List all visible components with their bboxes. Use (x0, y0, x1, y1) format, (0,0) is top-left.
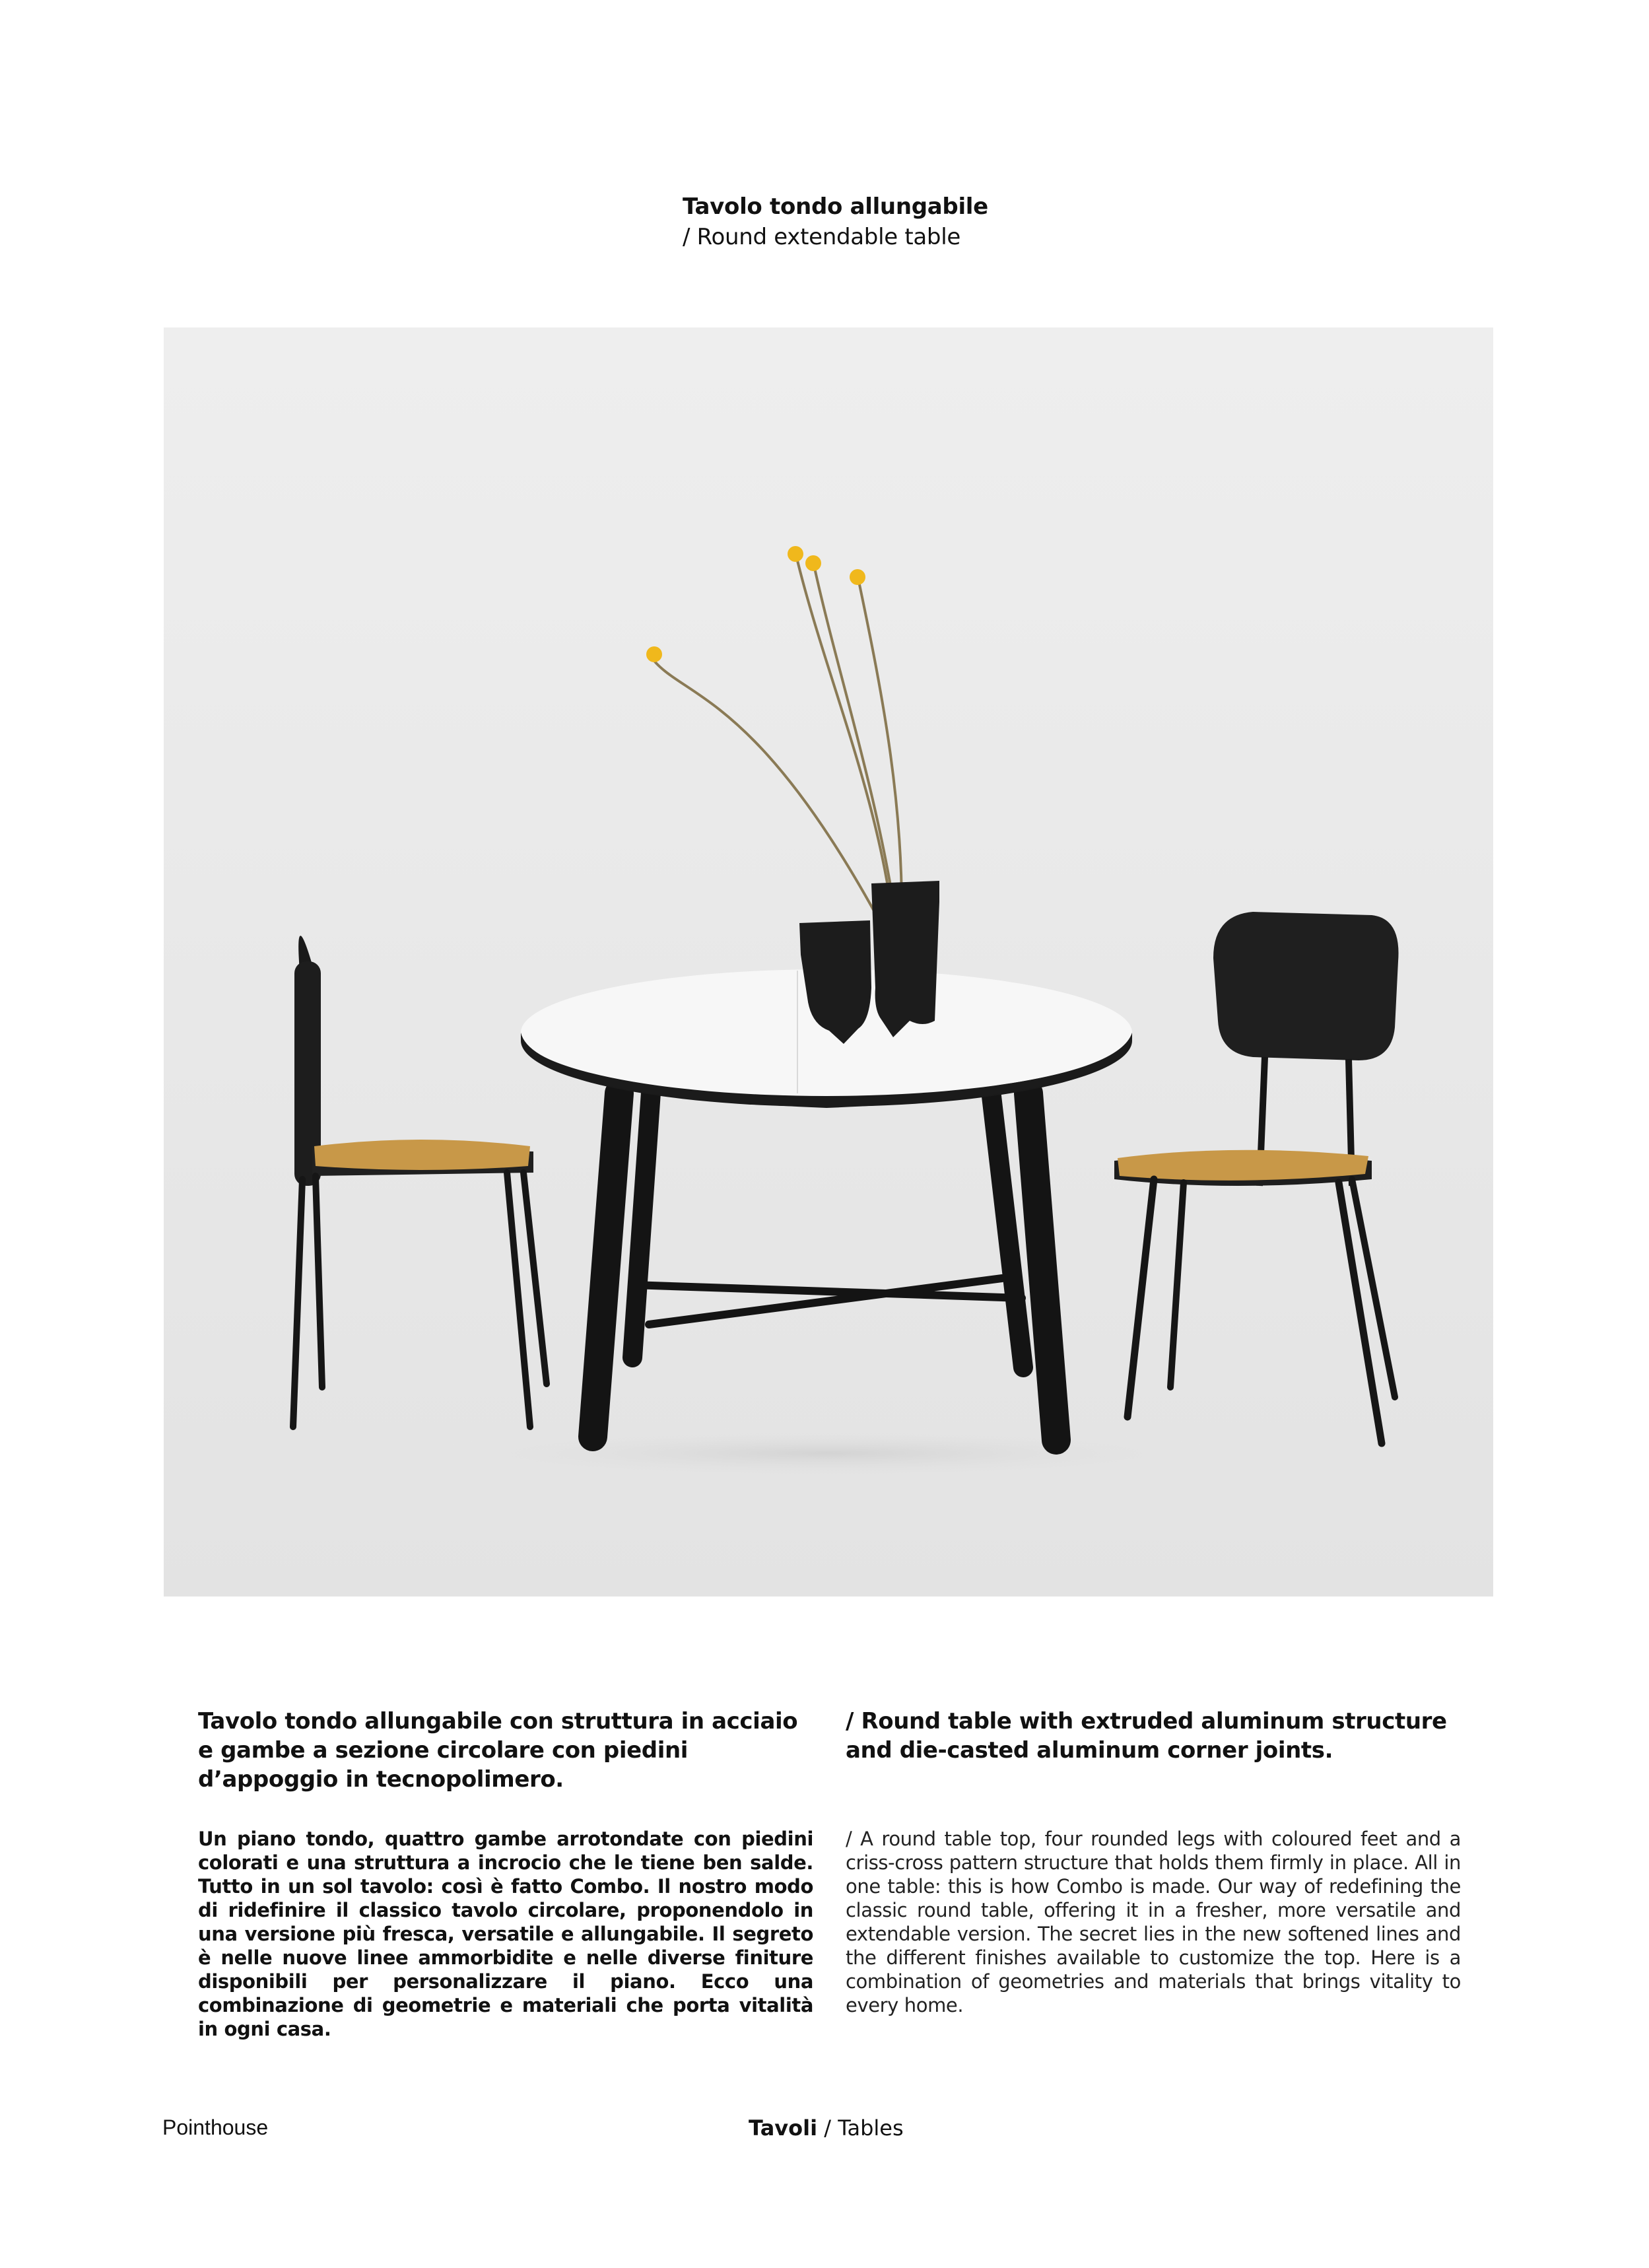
italian-column (198, 1707, 813, 2041)
floor-shadow (418, 1427, 1236, 1480)
title-english: / Round extendable table (683, 224, 960, 250)
lead-english: / Round table with extruded aluminum structure and die-casted aluminum corner joints. (846, 1708, 1447, 1764)
footer-section-italian: Tavoli (749, 2115, 818, 2141)
english-column (846, 1707, 1461, 2017)
footer-section-separator: / (817, 2115, 838, 2141)
footer-section-english: Tables (838, 2115, 904, 2141)
footer-brand: Pointhouse (162, 2115, 269, 2139)
lead-italian: Tavolo tondo allungabile con struttura in acciaio e gambe a sezione circolare con piedini d’appoggio in tecnopolimero. (198, 1708, 798, 1793)
page-header (683, 191, 1211, 252)
footer-section (749, 2115, 904, 2141)
title-italian: Tavolo tondo allungabile (683, 193, 988, 220)
product-photo (164, 327, 1493, 1597)
body-italian: Un piano tondo, quattro gambe arrotondate con piedini colorati e una struttura a incrocio che le tiene ben salde. Tutto in un sol tavolo: così è fatto Combo. Il nostro modo di ridefinire il classico tavolo circolare, proponendolo in una versione più fresca, versatile e allungabile. Il segreto è nelle nuove linee ammorbidite e nelle diverse finiture disponibili per personalizzare il piano. Ecco una combinazione di geometrie e materiali che porta vitalità in ogni casa. (198, 1828, 813, 2040)
table-scene-illustration (164, 327, 1493, 1597)
body-english: / A round table top, four rounded legs with coloured feet and a criss-cross pattern structure that holds them firmly in place. All in one table: this is how Combo is made. Our way of redefining the classic round table, offering it in a fresher, more versatile and extendable version. The secret lies in the new softened lines and the different finishes available to customize the top. Here is a combination of geometries and materials that brings vitality to every home. (846, 1828, 1461, 2016)
